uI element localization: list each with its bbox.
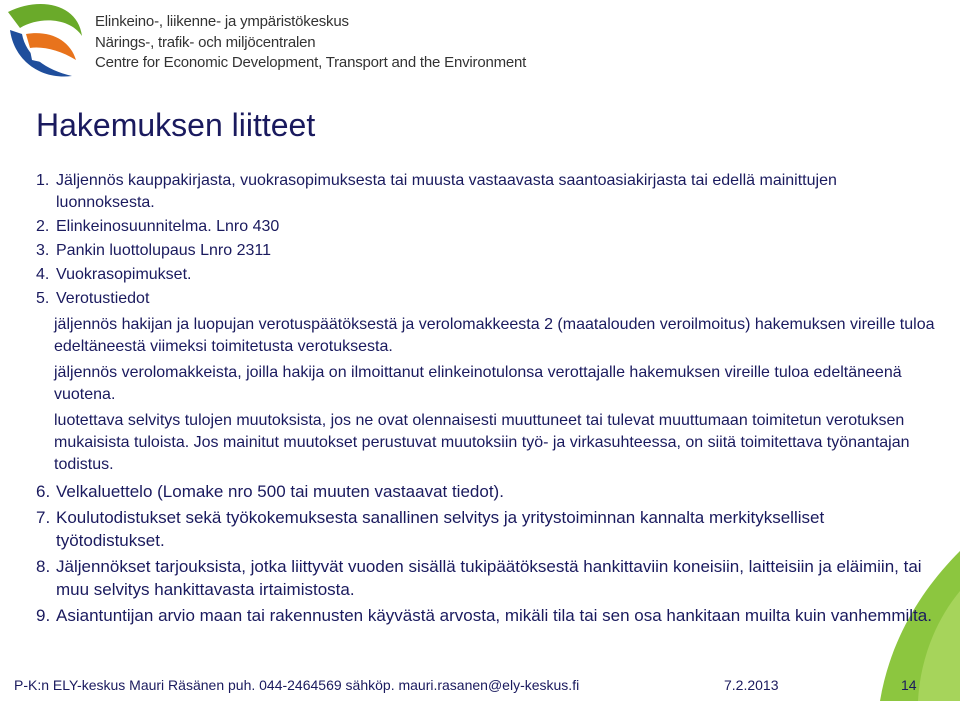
sub-item: luotettava selvitys tulojen muutoksista, jos ne ovat olennaisesti muuttuneet tai tulevat muuttumaan toimitetun verotuksen mukaisista tuloista. Jos mainitut muutokset perustuvat muutoksiin työ- ja virkasuhteessa, on siitä toimitettava työnantajan todistus. <box>54 412 910 473</box>
item-number: 7. <box>36 508 51 527</box>
sub-item: jäljennös hakijan ja luopujan verotuspäätöksestä ja verolomakkeesta 2 (maatalouden veroilmoitus) hakemuksen vireille tuloa edeltäneestä viimeksi toimitetusta verotuksesta. <box>54 316 935 355</box>
list-item <box>36 604 936 627</box>
list-item <box>36 506 936 552</box>
attachments-list <box>36 170 936 630</box>
item-number: 1. <box>36 172 50 189</box>
item-text: Asiantuntijan arvio maan tai rakennusten käyvästä arvosta, mikäli tila tai sen osa hankitaan muilta kuin vanhemmilta. <box>56 606 932 625</box>
list-item <box>36 288 936 310</box>
list-item <box>36 170 936 214</box>
org-name-english: Centre for Economic Development, Transport and the Environment <box>95 54 527 71</box>
item-number: 9. <box>36 606 51 625</box>
list-item <box>36 480 936 503</box>
item-number: 6. <box>36 482 51 501</box>
item-text: Jäljennös kauppakirjasta, vuokrasopimuksesta tai muusta vastaavasta saantoasiakirjasta tai edellä mainittujen luonnoksesta. <box>56 172 837 211</box>
ely-logo <box>0 0 88 84</box>
list-item <box>36 216 936 238</box>
sub-item: jäljennös verolomakkeista, joilla hakija on ilmoittanut elinkeinotulonsa verottajalle hakemuksen vireille tuloa edeltäneenä vuotena. <box>54 364 902 403</box>
org-name-finnish: Elinkeino-, liikenne- ja ympäristökeskus <box>95 13 349 30</box>
org-name-swedish: Närings-, trafik- och miljöcentralen <box>95 34 316 51</box>
item-number: 4. <box>36 266 50 283</box>
item-text: Velkaluettelo (Lomake nro 500 tai muuten vastaavat tiedot). <box>56 482 504 501</box>
item-number: 3. <box>36 242 50 259</box>
item-text: Jäljennökset tarjouksista, jotka liittyvät vuoden sisällä tukipäätöksestä hankittaviin koneisiin, laitteisiin ja eläimiin, tai muu selvitys hankittavasta irtaimistosta. <box>56 557 922 599</box>
list-item <box>36 240 936 262</box>
footer-date: 7.2.2013 <box>724 677 779 693</box>
page-number: 14 <box>901 677 917 693</box>
page-title: Hakemuksen liitteet <box>36 107 316 143</box>
item-number: 5. <box>36 290 50 307</box>
list-item <box>36 264 936 286</box>
item-number: 2. <box>36 218 50 235</box>
item-text: Elinkeinosuunnitelma. Lnro 430 <box>56 218 280 235</box>
item-number: 8. <box>36 557 51 576</box>
item-text: Verotustiedot <box>56 290 150 307</box>
item-text: Koulutodistukset sekä työkokemuksesta sanallinen selvitys ja yritystoiminnan kannalta merkitykselliset työtodistukset. <box>56 508 825 550</box>
item-text: Vuokrasopimukset. <box>56 266 192 283</box>
footer-contact: P-K:n ELY-keskus Mauri Räsänen puh. 044-2464569 sähköp. mauri.rasanen@ely-keskus.fi <box>14 677 580 693</box>
item-text: Pankin luottolupaus Lnro 2311 <box>56 242 271 259</box>
list-item <box>36 555 936 601</box>
